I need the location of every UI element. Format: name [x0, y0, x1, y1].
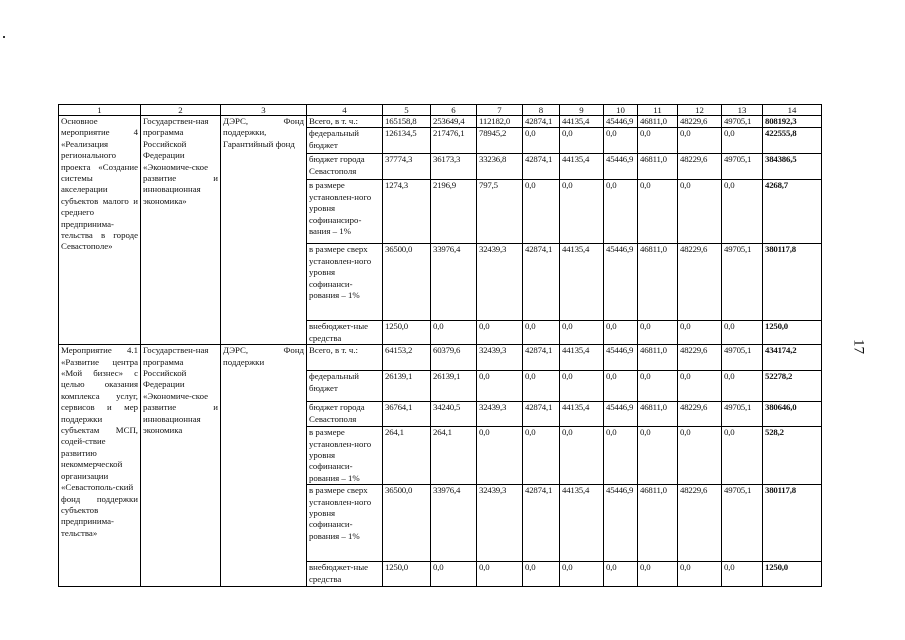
funding-source-cell: федеральный бюджет [307, 128, 383, 154]
value-cell: 112182,0 [477, 116, 523, 128]
value-cell: 1274,3 [383, 180, 431, 244]
col-header-11: 11 [638, 105, 678, 116]
value-cell: 0,0 [523, 180, 560, 244]
value-cell: 36764,1 [383, 402, 431, 427]
value-cell: 264,1 [431, 427, 477, 485]
value-cell: 0,0 [638, 321, 678, 345]
value-cell: 0,0 [560, 371, 604, 402]
value-cell: 49705,1 [722, 154, 763, 180]
total-cell: 808192,3 [763, 116, 822, 128]
value-cell: 0,0 [523, 427, 560, 485]
executor-cell: ДЭРС, Фонд поддержки, Гарантийный фонд [221, 116, 307, 345]
value-cell: 26139,1 [431, 371, 477, 402]
col-header-4: 4 [307, 105, 383, 116]
value-cell: 33236,8 [477, 154, 523, 180]
value-cell: 0,0 [604, 180, 638, 244]
funding-source-cell: в размере сверх установлен-ного уровня софинанси-рования – 1% [307, 244, 383, 321]
value-cell: 797,5 [477, 180, 523, 244]
value-cell: 45446,9 [604, 485, 638, 562]
value-cell: 0,0 [678, 180, 722, 244]
total-cell: 434174,2 [763, 345, 822, 371]
col-header-6: 6 [431, 105, 477, 116]
value-cell: 49705,1 [722, 402, 763, 427]
value-cell: 0,0 [638, 562, 678, 587]
value-cell: 36500,0 [383, 485, 431, 562]
value-cell: 253649,4 [431, 116, 477, 128]
value-cell: 0,0 [604, 427, 638, 485]
value-cell: 46811,0 [638, 154, 678, 180]
value-cell: 44135,4 [560, 244, 604, 321]
value-cell: 48229,6 [678, 154, 722, 180]
value-cell: 0,0 [638, 180, 678, 244]
value-cell: 0,0 [604, 371, 638, 402]
value-cell: 48229,6 [678, 345, 722, 371]
value-cell: 0,0 [560, 427, 604, 485]
funding-source-cell: внебюджет-ные средства [307, 562, 383, 587]
value-cell: 217476,1 [431, 128, 477, 154]
value-cell: 0,0 [604, 562, 638, 587]
value-cell: 26139,1 [383, 371, 431, 402]
value-cell: 0,0 [560, 321, 604, 345]
value-cell: 36173,3 [431, 154, 477, 180]
executor-cell: ДЭРС, Фонд поддержки [221, 345, 307, 587]
total-cell: 422555,8 [763, 128, 822, 154]
value-cell: 0,0 [722, 180, 763, 244]
value-cell: 42874,1 [523, 345, 560, 371]
value-cell: 0,0 [560, 180, 604, 244]
value-cell: 46811,0 [638, 402, 678, 427]
value-cell: 49705,1 [722, 485, 763, 562]
value-cell: 48229,6 [678, 244, 722, 321]
value-cell: 264,1 [383, 427, 431, 485]
value-cell: 0,0 [678, 427, 722, 485]
scan-speck [3, 36, 5, 38]
value-cell: 78945,2 [477, 128, 523, 154]
funding-source-cell: внебюджет-ные средства [307, 321, 383, 345]
total-cell: 384386,5 [763, 154, 822, 180]
funding-source-cell: в размере сверх установлен-ного уровня софинанси-рования – 1% [307, 485, 383, 562]
value-cell: 0,0 [678, 371, 722, 402]
value-cell: 0,0 [523, 321, 560, 345]
funding-source-cell: в размере установлен-ного уровня софинансиро-вания – 1% [307, 180, 383, 244]
value-cell: 42874,1 [523, 485, 560, 562]
value-cell: 33976,4 [431, 485, 477, 562]
value-cell: 49705,1 [722, 116, 763, 128]
value-cell: 0,0 [431, 562, 477, 587]
value-cell: 165158,8 [383, 116, 431, 128]
value-cell: 0,0 [604, 321, 638, 345]
value-cell: 1250,0 [383, 321, 431, 345]
col-header-5: 5 [383, 105, 431, 116]
value-cell: 37774,3 [383, 154, 431, 180]
measure-cell: Мероприятие 4.1 «Развитие центра «Мой бизнес» с целью оказания комплекса услуг, сервисов и мер поддержки субъектам МСП, содей-ствие развитию некоммерческой организации «Севастополь-ский фонд поддержки субъектов предпринима-тельства» [59, 345, 141, 587]
page-number: 17 [850, 339, 867, 354]
value-cell: 0,0 [477, 321, 523, 345]
value-cell: 0,0 [722, 321, 763, 345]
value-cell: 46811,0 [638, 485, 678, 562]
value-cell: 44135,4 [560, 402, 604, 427]
value-cell: 42874,1 [523, 116, 560, 128]
value-cell: 45446,9 [604, 116, 638, 128]
value-cell: 0,0 [638, 427, 678, 485]
total-cell: 380646,0 [763, 402, 822, 427]
value-cell: 49705,1 [722, 244, 763, 321]
value-cell: 48229,6 [678, 485, 722, 562]
funding-source-cell: в размере установлен-ного уровня софинанси-рования – 1% [307, 427, 383, 485]
value-cell: 49705,1 [722, 345, 763, 371]
value-cell: 48229,6 [678, 116, 722, 128]
funding-table [58, 104, 822, 587]
value-cell: 46811,0 [638, 244, 678, 321]
funding-source-cell: федеральный бюджет [307, 371, 383, 402]
value-cell: 33976,4 [431, 244, 477, 321]
col-header-2: 2 [141, 105, 221, 116]
value-cell: 0,0 [523, 562, 560, 587]
value-cell: 0,0 [638, 371, 678, 402]
funding-source-cell: Всего, в т. ч.: [307, 345, 383, 371]
value-cell: 45446,9 [604, 345, 638, 371]
value-cell: 0,0 [678, 562, 722, 587]
value-cell: 42874,1 [523, 154, 560, 180]
value-cell: 0,0 [604, 128, 638, 154]
funding-source-cell: Всего, в т. ч.: [307, 116, 383, 128]
measure-cell: Основное мероприятие 4 «Реализация регионального проекта «Создание системы акселерации субъектов малого и среднего предпринима-тельства в городе Севастополе» [59, 116, 141, 345]
value-cell: 32439,3 [477, 485, 523, 562]
value-cell: 44135,4 [560, 116, 604, 128]
value-cell: 0,0 [678, 128, 722, 154]
value-cell: 126134,5 [383, 128, 431, 154]
total-cell: 1250,0 [763, 321, 822, 345]
value-cell: 0,0 [523, 371, 560, 402]
col-header-8: 8 [523, 105, 560, 116]
value-cell: 46811,0 [638, 116, 678, 128]
value-cell: 0,0 [477, 427, 523, 485]
value-cell: 1250,0 [383, 562, 431, 587]
program-cell: Государствен-ная программа Российской Федерации «Экономиче-ское развитие и инновационная экономика» [141, 116, 221, 345]
col-header-7: 7 [477, 105, 523, 116]
col-header-10: 10 [604, 105, 638, 116]
value-cell: 45446,9 [604, 402, 638, 427]
total-cell: 380117,8 [763, 244, 822, 321]
value-cell: 48229,6 [678, 402, 722, 427]
total-cell: 380117,8 [763, 485, 822, 562]
value-cell: 0,0 [678, 321, 722, 345]
value-cell: 2196,9 [431, 180, 477, 244]
value-cell: 32439,3 [477, 402, 523, 427]
col-header-13: 13 [722, 105, 763, 116]
value-cell: 45446,9 [604, 244, 638, 321]
total-cell: 1250,0 [763, 562, 822, 587]
value-cell: 36500,0 [383, 244, 431, 321]
funding-source-cell: бюджет города Севастополя [307, 402, 383, 427]
value-cell: 0,0 [638, 128, 678, 154]
value-cell: 44135,4 [560, 345, 604, 371]
col-header-3: 3 [221, 105, 307, 116]
value-cell: 45446,9 [604, 154, 638, 180]
table-row [59, 116, 822, 128]
value-cell: 0,0 [722, 128, 763, 154]
col-header-14: 14 [763, 105, 822, 116]
value-cell: 32439,3 [477, 345, 523, 371]
total-cell: 4268,7 [763, 180, 822, 244]
value-cell: 42874,1 [523, 402, 560, 427]
total-cell: 528,2 [763, 427, 822, 485]
value-cell: 0,0 [523, 128, 560, 154]
value-cell: 64153,2 [383, 345, 431, 371]
value-cell: 0,0 [477, 371, 523, 402]
value-cell: 0,0 [560, 562, 604, 587]
value-cell: 0,0 [722, 562, 763, 587]
value-cell: 0,0 [477, 562, 523, 587]
value-cell: 46811,0 [638, 345, 678, 371]
program-cell: Государствен-ная программа Российской Федерации «Экономиче-ское развитие и инновационная экономика [141, 345, 221, 587]
value-cell: 34240,5 [431, 402, 477, 427]
col-header-12: 12 [678, 105, 722, 116]
value-cell: 0,0 [722, 371, 763, 402]
value-cell: 44135,4 [560, 154, 604, 180]
total-cell: 52278,2 [763, 371, 822, 402]
col-header-9: 9 [560, 105, 604, 116]
value-cell: 44135,4 [560, 485, 604, 562]
table-row [59, 345, 822, 371]
value-cell: 32439,3 [477, 244, 523, 321]
column-number-row [59, 105, 822, 116]
funding-source-cell: бюджет города Севастополя [307, 154, 383, 180]
value-cell: 0,0 [431, 321, 477, 345]
col-header-1: 1 [59, 105, 141, 116]
value-cell: 60379,6 [431, 345, 477, 371]
value-cell: 42874,1 [523, 244, 560, 321]
value-cell: 0,0 [722, 427, 763, 485]
value-cell: 0,0 [560, 128, 604, 154]
